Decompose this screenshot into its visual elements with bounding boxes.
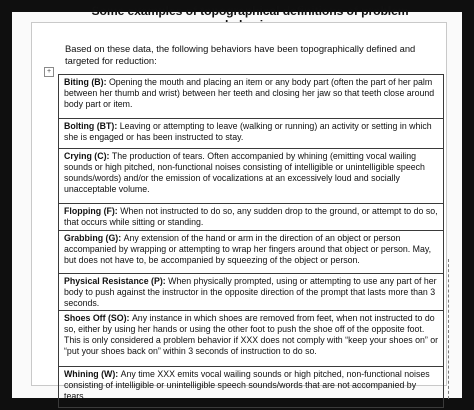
intro-paragraph: Based on these data, the following behaviors have been topographically defined and targeted for reduction: xyxy=(65,43,416,66)
definition-row-shoes-off xyxy=(59,311,443,367)
definition-term: Shoes Off (SO): xyxy=(64,313,132,323)
definitions-table xyxy=(58,74,444,408)
page-edge-marker xyxy=(448,259,452,399)
definition-row-crying xyxy=(59,149,443,204)
definition-row-whining xyxy=(59,367,443,407)
definition-term: Grabbing (G): xyxy=(64,233,124,243)
definition-term: Flopping (F): xyxy=(64,206,121,216)
definition-term: Crying (C): xyxy=(64,151,112,161)
definition-text: Any time XXX emits vocal wailing sounds or high pitched, non-functional noises consisting of intelligible or unintelligible speech sounds/words that are not accompanied by tears. xyxy=(64,369,430,401)
definition-row-biting xyxy=(59,75,443,119)
definition-text: Leaving or attempting to leave (walking or running) an activity or setting in which she is engaged or has been instructed to stay. xyxy=(64,121,432,142)
definition-text: When not instructed to do so, any sudden drop to the ground, or attempt to do so, that occurs while sitting or standing. xyxy=(64,206,438,227)
definition-row-grabbing xyxy=(59,231,443,274)
definition-row-bolting xyxy=(59,119,443,149)
definition-text: Opening the mouth and placing an item or any body part (often the part of her palm between her thumb and wrist) between her teeth and closing her jaw so that teeth close around body part or item. xyxy=(64,77,435,109)
definition-text: Any extension of the hand or arm in the direction of an object or person accompanied by wrapping or attempting to wrap her fingers around that object or person. May, but does not have to, be accompanied by squeezing of the object or person. xyxy=(64,233,432,265)
definition-term: Whining (W): xyxy=(64,369,121,379)
definition-row-physical-resistance xyxy=(59,274,443,311)
definition-text: The production of tears. Often accompanied by whining (emitting vocal wailing sounds or high pitched, non-functional noises consisting of intelligible or unintelligible speech sounds/words) and/or the emission of vocalizations at an excessively loud and socially unacceptable volume. xyxy=(64,151,425,194)
definition-text: Any instance in which shoes are removed from feet, when not instructed to do so, either by using her hands or using the other foot to push the shoe off of the opposite foot. This is only considered a problem behavior if XXX does not comply with “keep your shoes on” or “put your shoes back on” within 3 seconds of instruction to do so. xyxy=(64,313,439,356)
page-title: Some examples of topographical definitions of problem xyxy=(91,4,409,18)
document-page xyxy=(31,22,447,401)
definition-row-flopping xyxy=(59,204,443,231)
definition-term: Bolting (BT): xyxy=(64,121,120,131)
definition-term: Physical Resistance (P): xyxy=(64,276,169,286)
move-anchor-icon[interactable]: + xyxy=(44,67,54,77)
definition-term: Biting (B): xyxy=(64,77,109,87)
definition-text: When physically prompted, using or attempting to use any part of her body to push against the instructor in the opposite direction of the prompt that lasts more than 3 seconds. xyxy=(64,276,437,308)
